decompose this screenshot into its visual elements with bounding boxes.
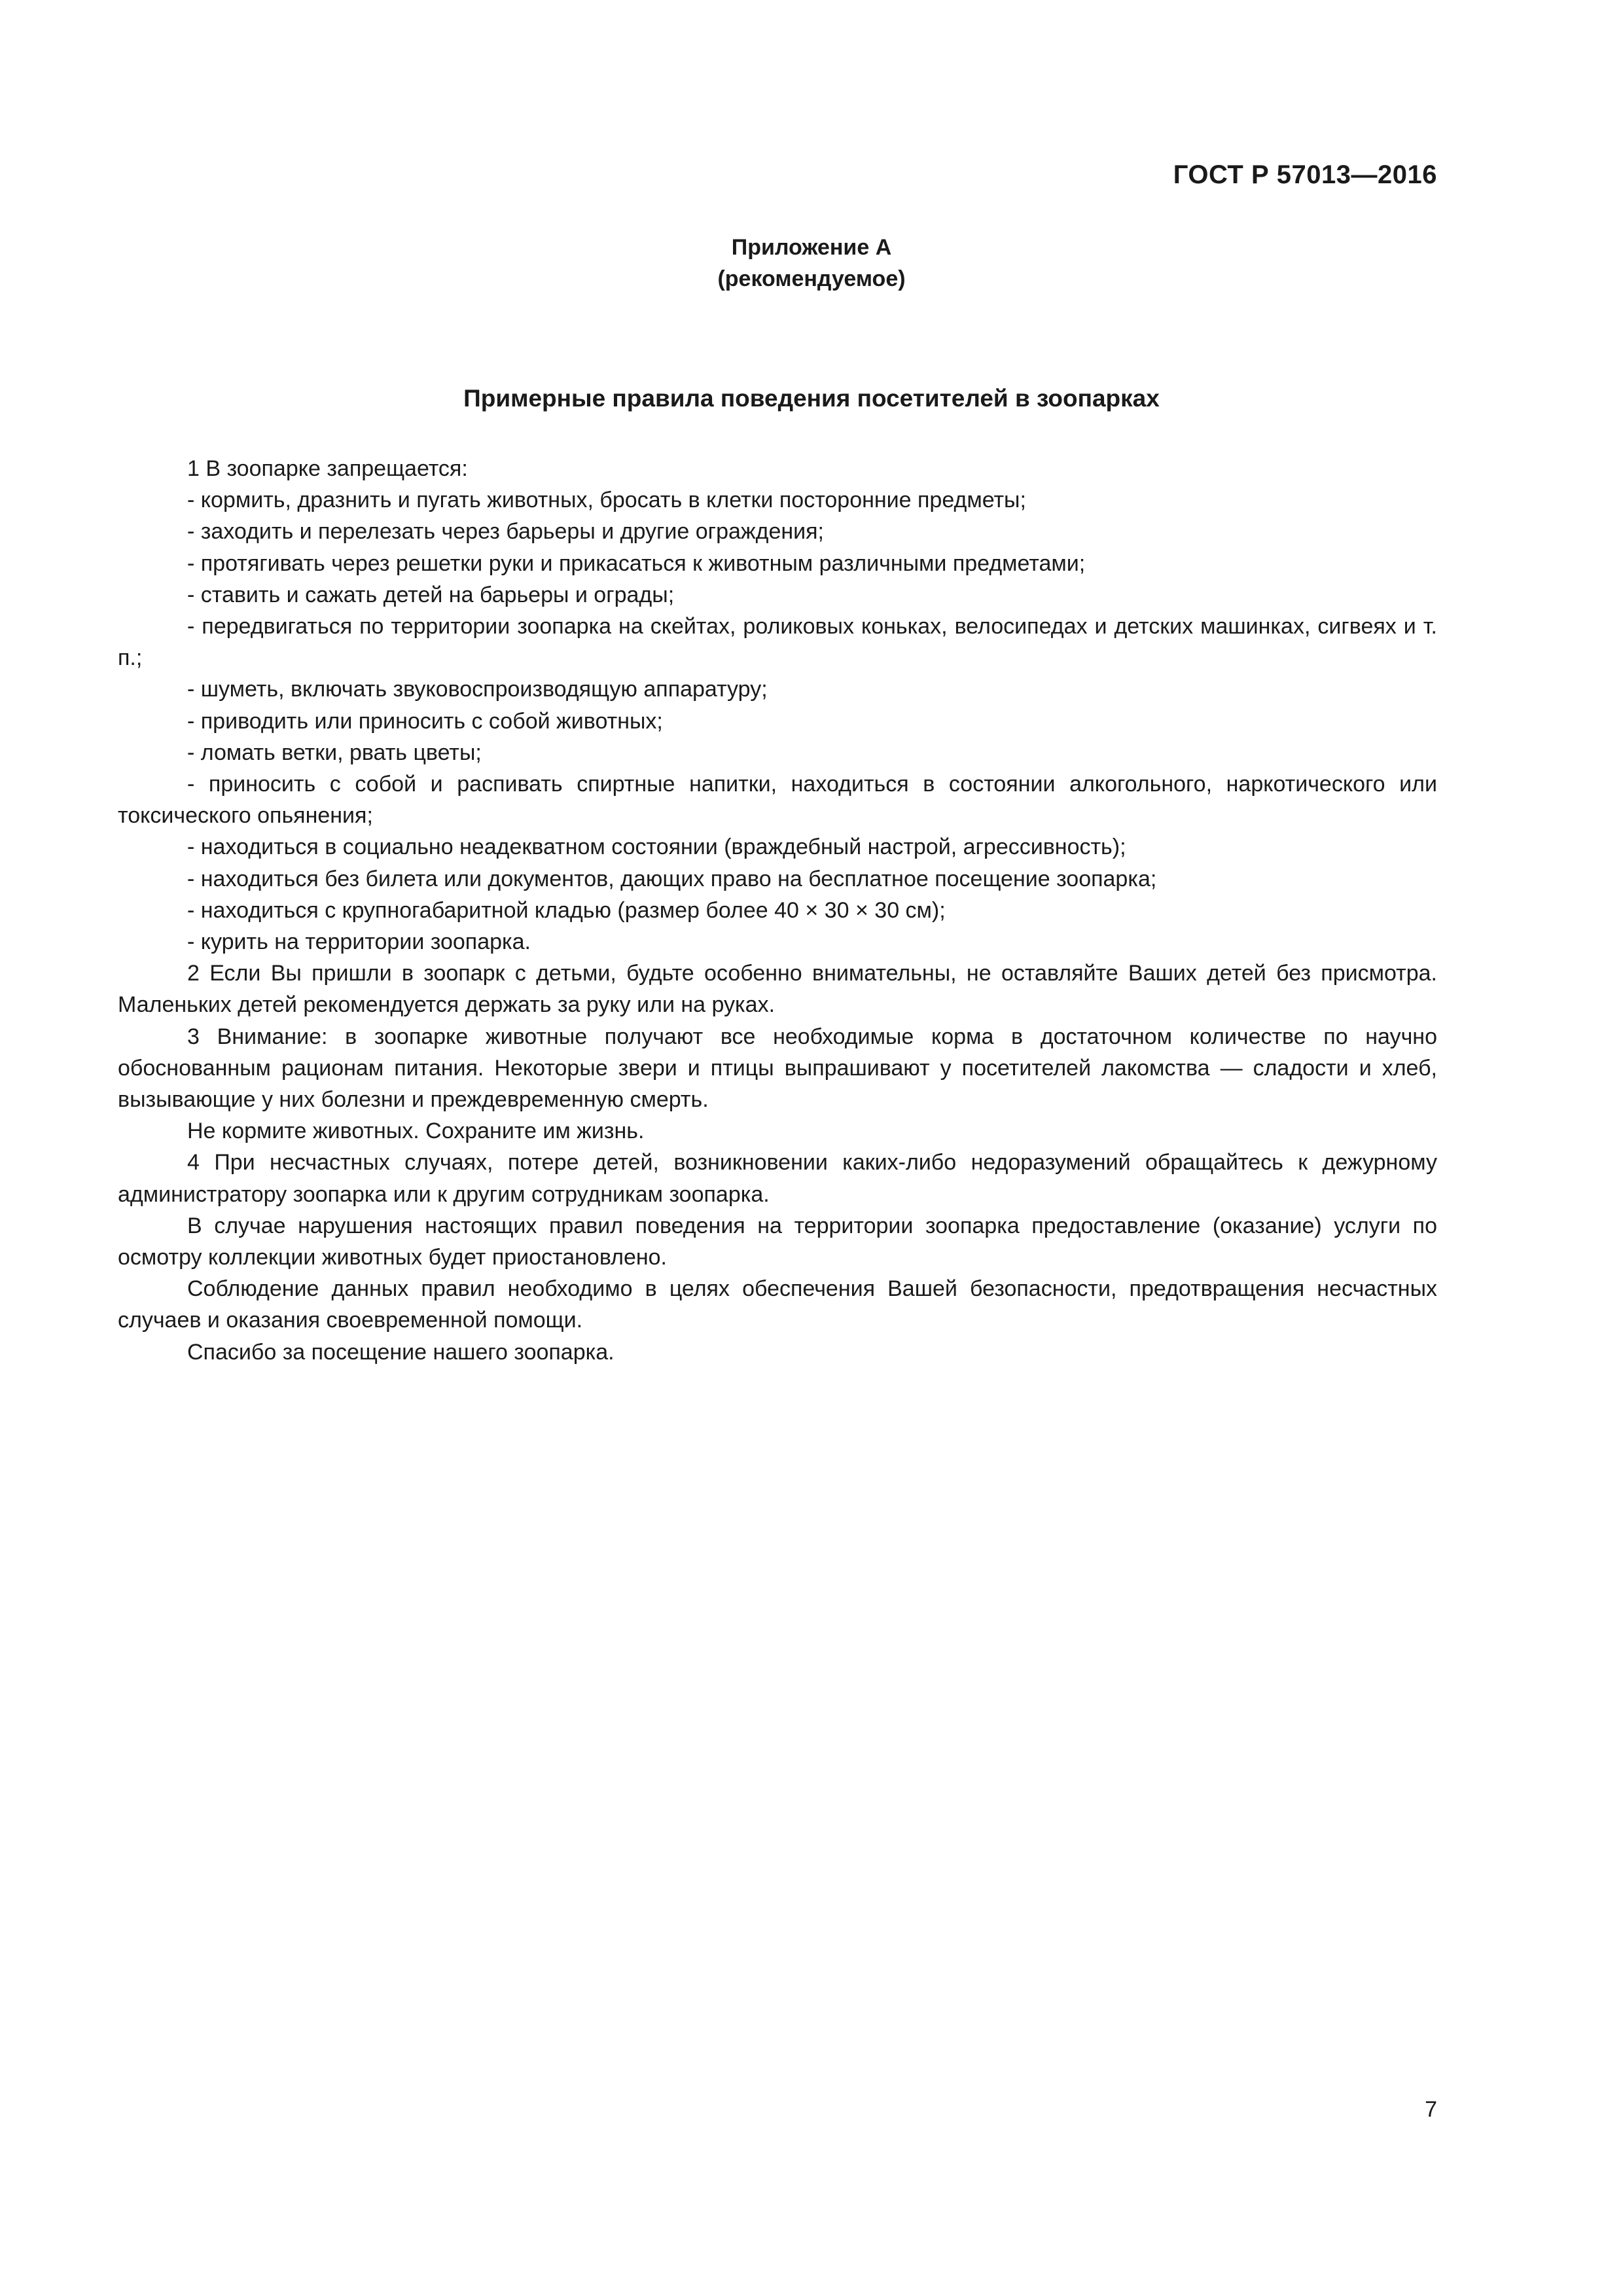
paragraph: Спасибо за посещение нашего зоопарка. [187,1339,615,1365]
list-item: - приносить с собой и распивать спиртные напитки, находиться в состоянии алкогольного, наркотического или токсического опьянения; [118,772,1437,829]
paragraph: 2 Если Вы пришли в зоопарк с детьми, будьте особенно внимательны, не оставляйте Ваших детей без присмотра. Маленьких детей рекомендуется держать за руку или на руках. [118,961,1437,1018]
list-item: - шуметь, включать звуковоспроизводящую аппаратуру; [187,677,768,702]
list-item: - находиться без билета или документов, дающих право на бесплатное посещение зоопарка; [187,866,1157,891]
list-item: - находиться с крупногабаритной кладью (размер более 40 × 30 × 30 см); [187,897,946,923]
appendix-heading [0,232,1623,295]
list-item: - курить на территории зоопарка. [187,929,531,955]
paragraph: В случае нарушения настоящих правил поведения на территории зоопарка предоставление (оказание) услуги по осмотру коллекции животных будет приостановлено. [118,1213,1437,1270]
list-item: - кормить, дразнить и пугать животных, бросать в клетки посторонние предметы; [187,488,1026,513]
appendix-label: Приложение А [731,235,892,260]
list-item: - протягивать через решетки руки и прикасаться к животным различными предметами; [187,550,1086,576]
list-item: - приводить или приносить с собой животных; [187,708,663,734]
appendix-status: (рекомендуемое) [717,266,906,291]
list-item: - ломать ветки, рвать цветы; [187,740,482,765]
paragraph: 4 При несчастных случаях, потере детей, возникновении каких-либо недоразумений обращайтесь к дежурному администратору зоопарка или к другим сотрудникам зоопарка. [118,1150,1437,1207]
rules-body [118,453,1437,1368]
paragraph: 3 Внимание: в зоопарке животные получают все необходимые корма в достаточном количестве по научно обоснованным рационам питания. Некоторые звери и птицы выпрашивают у посетителей лакомства — сладости и хлеб, вызывающие у них болезни и преждевременную смерть. [118,1024,1437,1113]
document-title: Примерные правила поведения посетителей в зоопарках [463,385,1160,412]
paragraph: 1 В зоопарке запрещается: [187,456,468,481]
page-number: 7 [1425,2097,1437,2122]
list-item: - заходить и перелезать через барьеры и другие ограждения; [187,519,825,545]
list-item: - передвигаться по территории зоопарка на скейтах, роликовых коньках, велосипедах и детских машинках, сигвеях и т. п.; [118,614,1437,671]
list-item: - ставить и сажать детей на барьеры и ограды; [187,582,675,607]
list-item: - находиться в социально неадекватном состоянии (враждебный настрой, агрессивность); [187,834,1126,860]
standard-code: ГОСТ Р 57013—2016 [1173,160,1437,189]
paragraph: Не кормите животных. Сохраните им жизнь. [187,1119,645,1144]
paragraph: Соблюдение данных правил необходимо в целях обеспечения Вашей безопасности, предотвращения несчастных случаев и оказания своевременной помощи. [118,1276,1437,1333]
